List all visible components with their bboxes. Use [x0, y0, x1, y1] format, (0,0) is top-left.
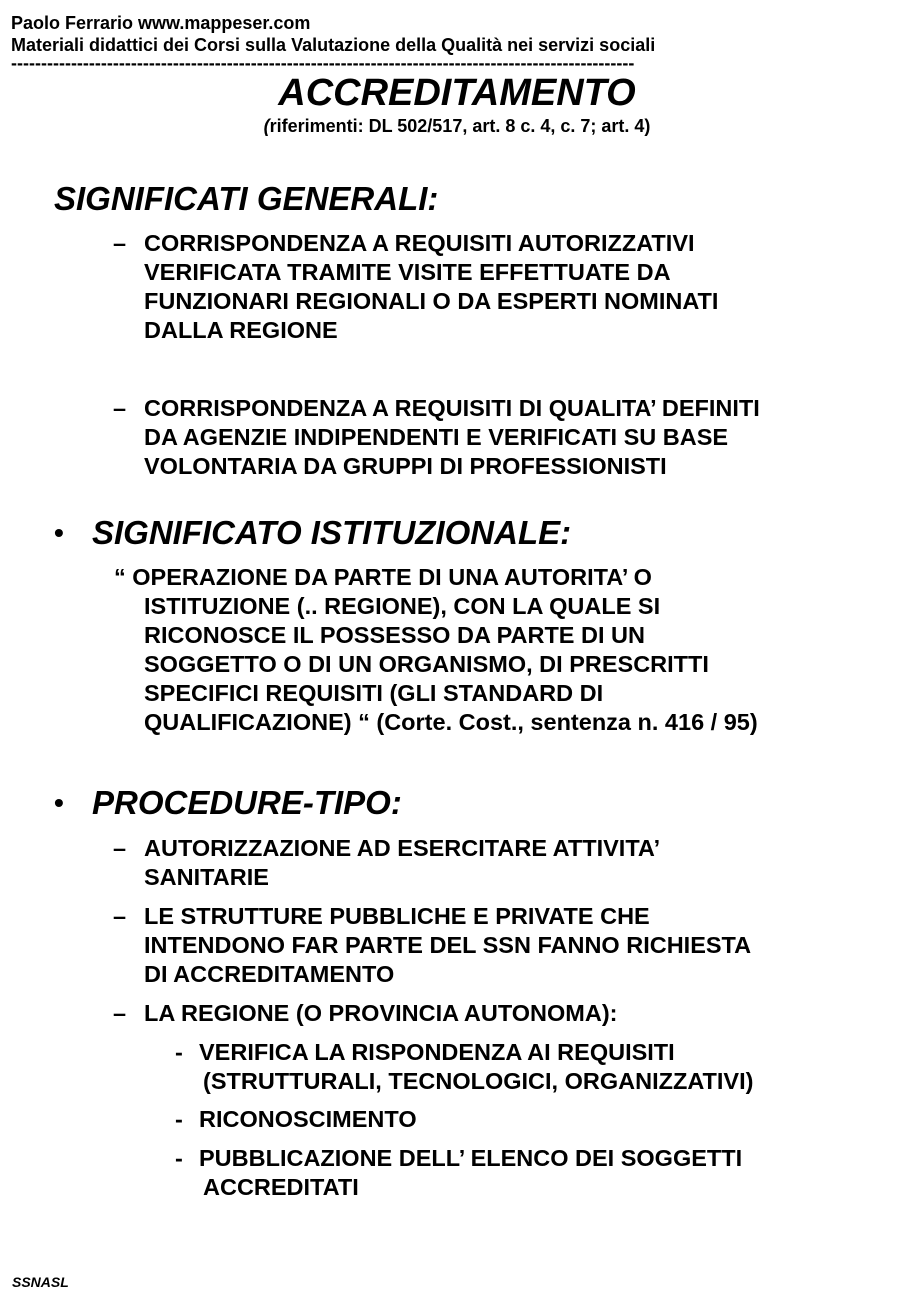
dash-marker: -: [175, 1145, 183, 1171]
text-line: DA AGENZIE INDIPENDENTI E VERIFICATI SU BASE: [144, 424, 729, 450]
text-line: LE STRUTTURE PUBBLICHE E PRIVATE CHE: [144, 903, 650, 929]
text-line: PUBBLICAZIONE DELL’ ELENCO DEI SOGGETTI: [199, 1145, 743, 1171]
text-line: CORRISPONDENZA A REQUISITI AUTORIZZATIVI: [144, 230, 695, 256]
quote-line: QUALIFICAZIONE) “ (Corte. Cost., sentenza n. 416 / 95): [144, 709, 758, 735]
text-line: VERIFICATA TRAMITE VISITE EFFETTUATE DA: [144, 259, 671, 285]
page-subtitle: [0, 115, 900, 137]
section-heading-procedures: PROCEDURE-TIPO:: [92, 784, 402, 821]
section-heading-general: SIGNIFICATI GENERALI:: [54, 180, 439, 217]
text-line: ACCREDITATI: [203, 1174, 359, 1200]
text-line: DI ACCREDITAMENTO: [144, 961, 395, 987]
text-line: SANITARIE: [144, 864, 269, 890]
footer-label: SSNASL: [12, 1274, 69, 1290]
dash-marker: -: [175, 1106, 183, 1132]
subtitle-open-paren: (: [263, 116, 270, 136]
section-heading-institutional: SIGNIFICATO ISTITUZIONALE:: [92, 514, 572, 551]
header-course-line: Materiali didattici dei Corsi sulla Valutazione della Qualità nei servizi sociali: [11, 35, 656, 55]
header-separator: --------------------------------------------------------------------------------------------------------: [11, 56, 635, 70]
text-line: RICONOSCIMENTO: [199, 1106, 417, 1132]
bullet-procedures: •: [54, 787, 64, 818]
header-author-line: Paolo Ferrario www.mappeser.com: [11, 13, 311, 33]
dash-marker: –: [113, 230, 127, 256]
text-line: (STRUTTURALI, TECNOLOGICI, ORGANIZZATIVI): [203, 1068, 754, 1094]
bullet-institutional: •: [54, 517, 64, 548]
quote-line: SPECIFICI REQUISITI (GLI STANDARD DI: [144, 680, 604, 706]
text-line: AUTORIZZAZIONE AD ESERCITARE ATTIVITA’: [144, 835, 661, 861]
text-line: FUNZIONARI REGIONALI O DA ESPERTI NOMINATI: [144, 288, 719, 314]
quote-line: “ OPERAZIONE DA PARTE DI UNA AUTORITA’ O: [114, 564, 652, 590]
quote-line: RICONOSCE IL POSSESSO DA PARTE DI UN: [144, 622, 645, 648]
dash-marker: –: [113, 395, 127, 421]
dash-marker: –: [113, 835, 127, 861]
dash-marker: -: [175, 1039, 183, 1065]
quote-line: SOGGETTO O DI UN ORGANISMO, DI PRESCRITTI: [144, 651, 709, 677]
page-title: ACCREDITAMENTO: [278, 72, 636, 114]
quote-line: ISTITUZIONE (.. REGIONE), CON LA QUALE SI: [144, 593, 661, 619]
subtitle-text: riferimenti: DL 502/517, art. 8 c. 4, c. 7; art. 4): [269, 116, 651, 136]
text-line: DALLA REGIONE: [144, 317, 338, 343]
text-line: VOLONTARIA DA GRUPPI DI PROFESSIONISTI: [144, 453, 667, 479]
text-line: VERIFICA LA RISPONDENZA AI REQUISITI: [199, 1039, 675, 1065]
text-line: INTENDONO FAR PARTE DEL SSN FANNO RICHIESTA: [144, 932, 752, 958]
dash-marker: –: [113, 1000, 127, 1026]
page-header: [11, 12, 726, 70]
institutional-quote: [114, 563, 874, 737]
text-line: LA REGIONE (O PROVINCIA AUTONOMA):: [144, 1000, 618, 1026]
text-line: CORRISPONDENZA A REQUISITI DI QUALITA’ DEFINITI: [144, 395, 760, 421]
dash-marker: –: [113, 903, 127, 929]
